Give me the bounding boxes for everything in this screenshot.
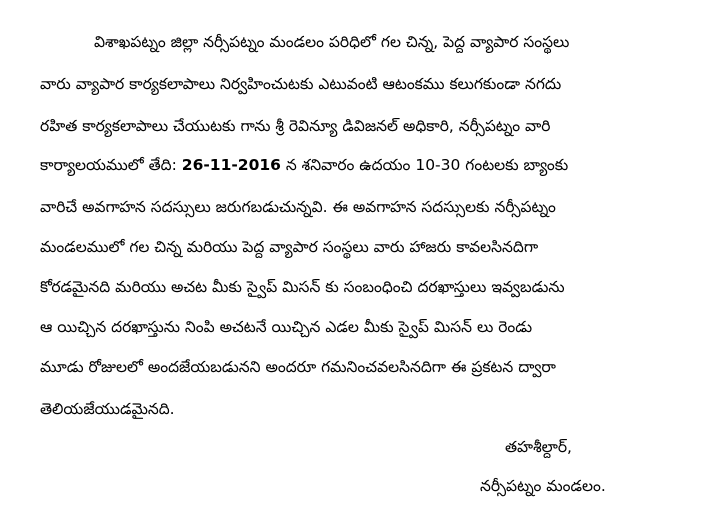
notice-line-2: వారు వ్యాపార కార్యకలాపాలు నిర్వహించుటకు ఎటువంటి ఆటంకము కలుగకుండా నగదు bbox=[40, 75, 562, 93]
notice-line-4-prefix: కార్యాలయములో తేది: bbox=[40, 156, 182, 174]
notice-line-6: మండలములో గల చిన్న మరియు పెద్ద వ్యాపార సంస్థలు వారు హాజరు కావలసినదిగా bbox=[40, 238, 539, 256]
notice-line-5: వారిచే అవగాహన సదస్సులు జరుగబడుచున్నవి. ఈ అవగాహన సదస్సులకు నర్సీపట్నం bbox=[40, 198, 556, 216]
notice-line-1: విశాఖపట్నం జిల్లా నర్సీపట్నం మండలం పరిధిలో గల చిన్న, పెద్ద వ్యాపార సంస్థలు bbox=[94, 33, 570, 51]
notice-line-9: మూడు రోజులలో అందజేయబడునని అందరూ గమనించవలసినదిగా ఈ ప్రకటన ద్వారా bbox=[40, 358, 556, 376]
notice-line-7: కోరడమైనది మరియు అచట మీకు స్వైప్ మిసన్ కు సంబంధించి దరఖాస్తులు ఇవ్వబడును bbox=[40, 278, 565, 296]
notice-line-3: రహిత కార్యకలాపాలు చేయుటకు గాను శ్రీ రెవిన్యూ డివిజనల్ అధికారి, నర్సీపట్నం వారి bbox=[40, 117, 551, 135]
notice-line-10: తెలియజేయుడమైనది. bbox=[40, 400, 175, 418]
notice-line-4-suffix: న శనివారం ఉదయం 10-30 గంటలకు బ్యాంకు bbox=[280, 156, 569, 174]
notice-line-8: ఆ యిచ్చిన దరఖాస్తును నింపి అచటనే యిచ్చిన ఎడల మీకు స్వైప్ మిసన్ లు రెండు bbox=[40, 318, 533, 336]
signature-title: తహశీల్దార్, bbox=[505, 438, 572, 456]
meeting-date: 26-11-2016 bbox=[181, 156, 281, 174]
notice-line-4 bbox=[40, 153, 690, 177]
signature-office: నర్సీపట్నం మండలం. bbox=[480, 477, 606, 495]
